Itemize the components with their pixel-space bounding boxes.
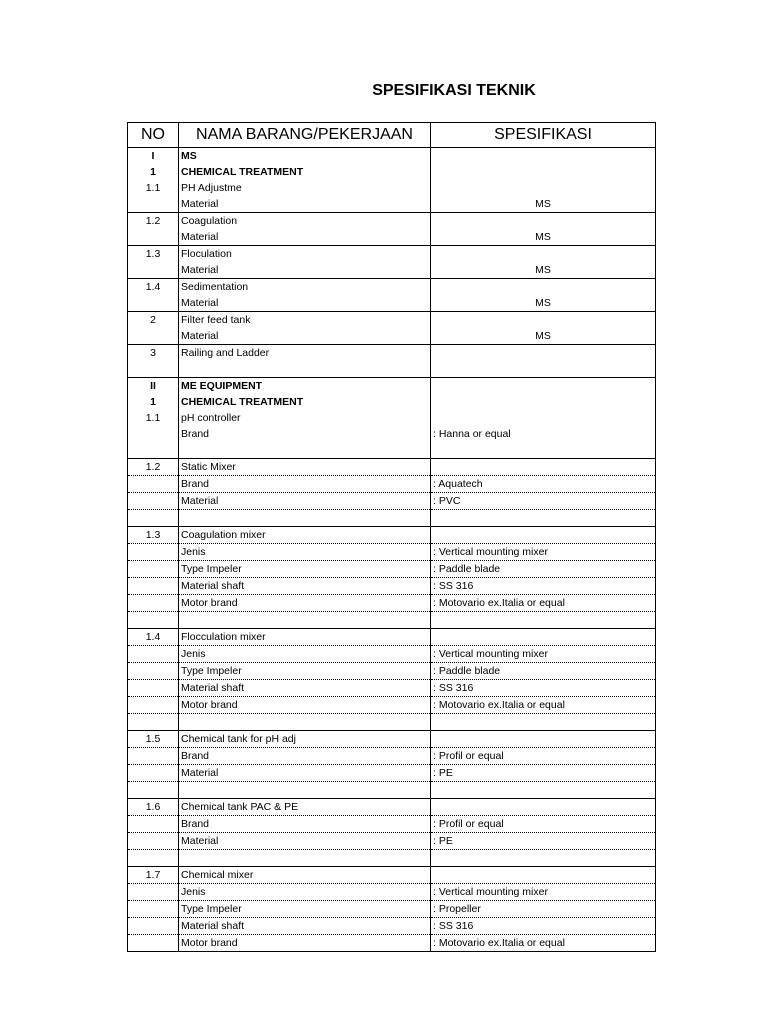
table-row xyxy=(128,345,656,362)
cell-no xyxy=(128,816,179,833)
cell-nama-barang: Material xyxy=(179,262,431,279)
cell-nama-barang: Coagulation xyxy=(179,213,431,230)
table-row xyxy=(128,493,656,510)
table-row xyxy=(128,782,656,799)
cell-nama-barang xyxy=(179,510,431,527)
cell-no xyxy=(128,663,179,680)
table-row xyxy=(128,799,656,816)
table-row xyxy=(128,229,656,246)
table-row xyxy=(128,328,656,345)
table-row xyxy=(128,731,656,748)
table-row xyxy=(128,527,656,544)
cell-no xyxy=(128,493,179,510)
table-row xyxy=(128,561,656,578)
cell-no xyxy=(128,697,179,714)
cell-nama-barang: Material xyxy=(179,493,431,510)
cell-spesifikasi xyxy=(431,180,656,196)
cell-nama-barang: Material xyxy=(179,328,431,345)
table-row xyxy=(128,442,656,459)
cell-spesifikasi xyxy=(431,361,656,378)
cell-spesifikasi xyxy=(431,612,656,629)
cell-spesifikasi: MS xyxy=(431,196,656,213)
table-row xyxy=(128,867,656,884)
cell-no: 3 xyxy=(128,345,179,362)
cell-no xyxy=(128,361,179,378)
cell-spesifikasi xyxy=(431,714,656,731)
cell-spesifikasi xyxy=(431,527,656,544)
cell-nama-barang: Brand xyxy=(179,426,431,442)
cell-spesifikasi: : Profil or equal xyxy=(431,748,656,765)
cell-no xyxy=(128,918,179,935)
cell-no: 1.2 xyxy=(128,459,179,476)
cell-spesifikasi xyxy=(431,378,656,395)
cell-nama-barang: Material shaft xyxy=(179,918,431,935)
cell-spesifikasi xyxy=(431,867,656,884)
cell-nama-barang: Coagulation mixer xyxy=(179,527,431,544)
cell-spesifikasi xyxy=(431,629,656,646)
cell-nama-barang: Material xyxy=(179,196,431,213)
cell-spesifikasi xyxy=(431,246,656,263)
cell-spesifikasi xyxy=(431,213,656,230)
table-row xyxy=(128,901,656,918)
cell-nama-barang: CHEMICAL TREATMENT xyxy=(179,394,431,410)
cell-no xyxy=(128,612,179,629)
cell-nama-barang: Type Impeler xyxy=(179,901,431,918)
cell-spesifikasi: : PE xyxy=(431,765,656,782)
cell-nama-barang xyxy=(179,782,431,799)
cell-no: 1.6 xyxy=(128,799,179,816)
cell-no xyxy=(128,646,179,663)
cell-spesifikasi xyxy=(431,394,656,410)
cell-nama-barang: Brand xyxy=(179,816,431,833)
cell-no xyxy=(128,578,179,595)
table-row xyxy=(128,765,656,782)
cell-no xyxy=(128,262,179,279)
cell-spesifikasi xyxy=(431,459,656,476)
table-row xyxy=(128,748,656,765)
table-row xyxy=(128,510,656,527)
table-row xyxy=(128,246,656,263)
table-row xyxy=(128,196,656,213)
cell-spesifikasi: : Vertical mounting mixer xyxy=(431,884,656,901)
table-row xyxy=(128,148,656,165)
table-row xyxy=(128,646,656,663)
cell-nama-barang: CHEMICAL TREATMENT xyxy=(179,164,431,180)
cell-no: 1.5 xyxy=(128,731,179,748)
cell-no: 1 xyxy=(128,394,179,410)
cell-nama-barang: Type Impeler xyxy=(179,561,431,578)
table-row xyxy=(128,361,656,378)
cell-spesifikasi xyxy=(431,279,656,296)
cell-no xyxy=(128,782,179,799)
cell-nama-barang: Chemical tank PAC & PE xyxy=(179,799,431,816)
cell-no xyxy=(128,426,179,442)
cell-no: 2 xyxy=(128,312,179,329)
cell-spesifikasi: : Motovario ex.Italia or equal xyxy=(431,697,656,714)
table-row xyxy=(128,714,656,731)
page-title: SPESIFIKASI TEKNIK xyxy=(372,82,536,99)
cell-spesifikasi xyxy=(431,731,656,748)
table-row xyxy=(128,426,656,442)
table-row xyxy=(128,884,656,901)
cell-no xyxy=(128,476,179,493)
cell-spesifikasi: : Motovario ex.Italia or equal xyxy=(431,935,656,952)
cell-no: 1.4 xyxy=(128,629,179,646)
cell-spesifikasi: : Motovario ex.Italia or equal xyxy=(431,595,656,612)
table-row xyxy=(128,578,656,595)
cell-spesifikasi xyxy=(431,148,656,165)
cell-spesifikasi: : Vertical mounting mixer xyxy=(431,544,656,561)
cell-spesifikasi: : Profil or equal xyxy=(431,816,656,833)
header-no: NO xyxy=(128,123,179,148)
cell-nama-barang: Jenis xyxy=(179,544,431,561)
cell-no xyxy=(128,765,179,782)
cell-nama-barang: Motor brand xyxy=(179,697,431,714)
cell-no xyxy=(128,196,179,213)
table-row xyxy=(128,476,656,493)
cell-nama-barang: MS xyxy=(179,148,431,165)
table-row xyxy=(128,394,656,410)
cell-spesifikasi: : SS 316 xyxy=(431,578,656,595)
header-spesifikasi: SPESIFIKASI xyxy=(431,123,656,148)
cell-nama-barang: ME EQUIPMENT xyxy=(179,378,431,395)
cell-spesifikasi: : SS 316 xyxy=(431,680,656,697)
cell-nama-barang: Material shaft xyxy=(179,680,431,697)
table-row xyxy=(128,629,656,646)
table-row xyxy=(128,918,656,935)
cell-no xyxy=(128,595,179,612)
cell-no xyxy=(128,884,179,901)
cell-no xyxy=(128,935,179,952)
cell-spesifikasi xyxy=(431,510,656,527)
cell-no: 1.3 xyxy=(128,246,179,263)
table-row xyxy=(128,833,656,850)
cell-spesifikasi: : PVC xyxy=(431,493,656,510)
cell-spesifikasi xyxy=(431,312,656,329)
cell-no: 1.1 xyxy=(128,180,179,196)
cell-nama-barang: Floculation xyxy=(179,246,431,263)
table-body xyxy=(128,148,656,952)
cell-nama-barang: pH controller xyxy=(179,410,431,426)
cell-no xyxy=(128,901,179,918)
cell-spesifikasi: : Hanna or equal xyxy=(431,426,656,442)
cell-no: 1.4 xyxy=(128,279,179,296)
table-row xyxy=(128,544,656,561)
cell-nama-barang: Jenis xyxy=(179,646,431,663)
table-row xyxy=(128,680,656,697)
cell-spesifikasi: : PE xyxy=(431,833,656,850)
cell-no: II xyxy=(128,378,179,395)
cell-spesifikasi: MS xyxy=(431,295,656,312)
cell-spesifikasi xyxy=(431,410,656,426)
table-row xyxy=(128,164,656,180)
table-row xyxy=(128,262,656,279)
cell-spesifikasi: : Propeller xyxy=(431,901,656,918)
cell-no xyxy=(128,680,179,697)
cell-no: I xyxy=(128,148,179,165)
cell-spesifikasi xyxy=(431,782,656,799)
cell-nama-barang: Motor brand xyxy=(179,595,431,612)
table-row xyxy=(128,816,656,833)
header-nama-barang: NAMA BARANG/PEKERJAAN xyxy=(179,123,431,148)
table-row xyxy=(128,378,656,395)
cell-spesifikasi: MS xyxy=(431,229,656,246)
cell-no: 1.7 xyxy=(128,867,179,884)
table-row xyxy=(128,663,656,680)
cell-no xyxy=(128,850,179,867)
cell-nama-barang: Material shaft xyxy=(179,578,431,595)
cell-nama-barang: Motor brand xyxy=(179,935,431,952)
cell-spesifikasi: MS xyxy=(431,328,656,345)
table-row xyxy=(128,295,656,312)
cell-no: 1 xyxy=(128,164,179,180)
table-row xyxy=(128,595,656,612)
cell-nama-barang xyxy=(179,850,431,867)
cell-nama-barang xyxy=(179,714,431,731)
cell-spesifikasi xyxy=(431,345,656,362)
table-row xyxy=(128,697,656,714)
cell-nama-barang: Material xyxy=(179,765,431,782)
cell-no xyxy=(128,229,179,246)
cell-spesifikasi: : Vertical mounting mixer xyxy=(431,646,656,663)
cell-no xyxy=(128,714,179,731)
cell-no xyxy=(128,328,179,345)
cell-spesifikasi xyxy=(431,850,656,867)
cell-nama-barang xyxy=(179,442,431,459)
cell-nama-barang: Material xyxy=(179,229,431,246)
cell-no xyxy=(128,748,179,765)
cell-nama-barang: Sedimentation xyxy=(179,279,431,296)
cell-nama-barang: Static Mixer xyxy=(179,459,431,476)
cell-spesifikasi xyxy=(431,442,656,459)
cell-nama-barang: Material xyxy=(179,833,431,850)
table-row xyxy=(128,935,656,952)
cell-nama-barang: Jenis xyxy=(179,884,431,901)
cell-nama-barang xyxy=(179,361,431,378)
table-row xyxy=(128,180,656,196)
cell-spesifikasi: : Paddle blade xyxy=(431,663,656,680)
cell-no xyxy=(128,295,179,312)
cell-no: 1.3 xyxy=(128,527,179,544)
cell-nama-barang: Brand xyxy=(179,748,431,765)
cell-nama-barang: PH Adjustme xyxy=(179,180,431,196)
cell-spesifikasi xyxy=(431,164,656,180)
cell-nama-barang xyxy=(179,612,431,629)
specification-table xyxy=(127,122,656,952)
cell-nama-barang: Brand xyxy=(179,476,431,493)
cell-nama-barang: Chemical mixer xyxy=(179,867,431,884)
table-row xyxy=(128,459,656,476)
cell-nama-barang: Chemical tank for pH adj xyxy=(179,731,431,748)
cell-nama-barang: Filter feed tank xyxy=(179,312,431,329)
table-row xyxy=(128,410,656,426)
table-row xyxy=(128,279,656,296)
cell-no xyxy=(128,561,179,578)
table-row xyxy=(128,312,656,329)
cell-nama-barang: Material xyxy=(179,295,431,312)
cell-no: 1.1 xyxy=(128,410,179,426)
table-row xyxy=(128,612,656,629)
cell-no xyxy=(128,544,179,561)
cell-spesifikasi: : SS 316 xyxy=(431,918,656,935)
cell-nama-barang: Railing and Ladder xyxy=(179,345,431,362)
cell-nama-barang: Flocculation mixer xyxy=(179,629,431,646)
cell-spesifikasi: : Paddle blade xyxy=(431,561,656,578)
table-row xyxy=(128,213,656,230)
cell-spesifikasi xyxy=(431,799,656,816)
cell-nama-barang: Type Impeler xyxy=(179,663,431,680)
table-row xyxy=(128,850,656,867)
cell-no xyxy=(128,833,179,850)
cell-no xyxy=(128,442,179,459)
cell-spesifikasi: MS xyxy=(431,262,656,279)
cell-spesifikasi: : Aquatech xyxy=(431,476,656,493)
table-header-row xyxy=(128,123,656,148)
cell-no xyxy=(128,510,179,527)
cell-no: 1.2 xyxy=(128,213,179,230)
